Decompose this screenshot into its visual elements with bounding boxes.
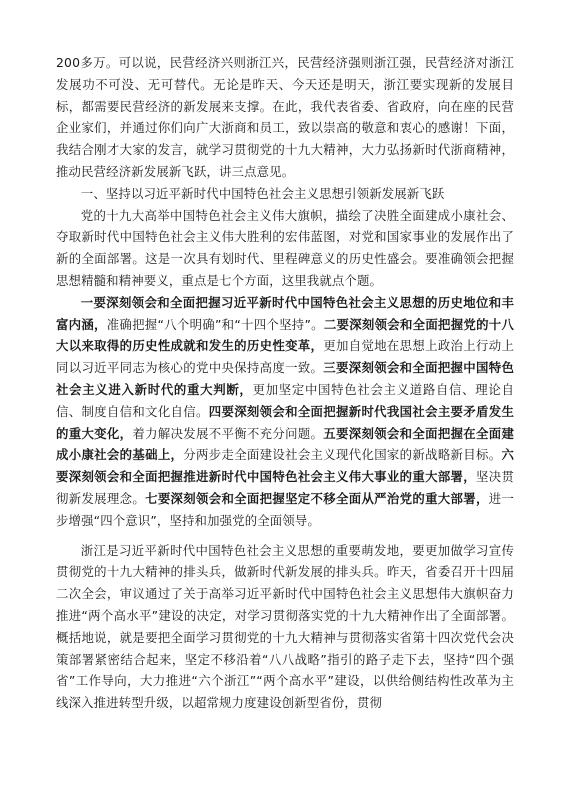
bold-text-run: 五要深刻领会和全面把握在全面建成小康社会的基础上，	[56, 425, 515, 463]
text-run: 200多万。可以说，民营经济兴则浙江兴，民营经济强则浙江强，民营经济对浙江发展功不可没、无可替代。无论是昨天、今天还是明天，浙江要实现新的发展目标，都需要民营经济的新发展来支撑。在此，我代表省委、省政府，向在座的民营企业家们，并通过你们向广大浙商和员工，致以崇高的敬意和衷心的感谢！下面，我结合刚才大家的发言，就学习贯彻党的十九大精神，大力弘扬新时代浙商精神，推动民营经济新发展新飞跃，讲三点意见。	[56, 55, 514, 179]
paragraph-opening	[56, 52, 514, 183]
text-run: 分两步走全面建设社会主义现代化国家的新战略新目标。	[183, 447, 502, 463]
paragraph-zhejiang	[56, 540, 514, 714]
text-run: 更加自觉地在思想上政治上行动上同以习近平同志为核心的党中央保持高度一致。	[56, 338, 515, 376]
text-run: 浙江是习近平新时代中国特色社会主义思想的重要萌发地，要更加做学习宣传贯彻党的十九大精神的排头兵，做新时代新发展的排头兵。昨天，省委召开十四届二次全会，审议通过了关于高举习近平新时代中国特色社会主义思想伟大旗帜奋力推进“两个高水平”建设的决定，对学习贯彻落实党的十九大精神作出了全面部署。概括地说，就是要把全面学习贯彻党的十九大精神与贯彻落实省第十四次党代会决策部署紧密结合起来，坚定不移沿着“八八战略”指引的路子走下去，坚持“四个强省”工作导向，大力推进“六个浙江”“两个高水平”建设，以供给侧结构性改革为主线深入推进转型升级，以超常规力度建设创新型省份，贯彻	[56, 542, 514, 711]
text-run: 党的十九大高举中国特色社会主义伟大旗帜，描绘了决胜全面建成小康社会、夺取新时代中国特色社会主义伟大胜利的宏伟蓝图，对党和国家事业的发展作出了新的全面部署。这是一次具有划时代、里程碑意义的历史性盛会。要准确领会把握思想精髓和精神要义，重点是七个方面，这里我就点个题。	[56, 207, 514, 288]
section-heading-1	[56, 183, 514, 205]
bold-text-run: 四要深刻领会和全面把握新时代我国社会主要矛盾发生的重大变化，	[56, 403, 514, 441]
paragraph-seven-aspects	[56, 292, 514, 532]
text-run: 坚决贯彻新发展理念。	[56, 469, 514, 506]
text-run: 准确把握“八个明确”和“十四个坚持”。	[106, 316, 324, 332]
text-run: 更加坚定中国特色社会主义道路自信、理论自信、制度自信和文化自信。	[56, 381, 515, 419]
bold-text-run: 二要深刻领会和全面把握党的十八大以来取得的历史性成就和发生的历史性变革，	[56, 316, 515, 354]
text-run: 进一步增强“四个意识”，坚持和加强党的全面领导。	[56, 490, 514, 528]
paragraph-19th-congress	[56, 205, 514, 292]
bold-text-run: 七要深刻领会和全面把握坚定不移全面从严治党的重大部署，	[145, 490, 489, 506]
bold-text-run: 三要深刻领会和全面把握中国特色社会主义进入新时代的重大判断，	[56, 360, 515, 397]
text-run: 着力解决发展不平衡不充分问题。	[132, 425, 324, 441]
bold-text-run: 一要深刻领会和全面把握习近平新时代中国特色社会主义思想的历史地位和丰富内涵，	[56, 294, 514, 332]
text-run: 一、坚持以习近平新时代中国特色社会主义思想引领新发展新飞跃	[80, 185, 445, 201]
bold-text-run: 六要深刻领会和全面把握推进新时代中国特色社会主义伟大事业的重大部署，	[56, 447, 515, 485]
